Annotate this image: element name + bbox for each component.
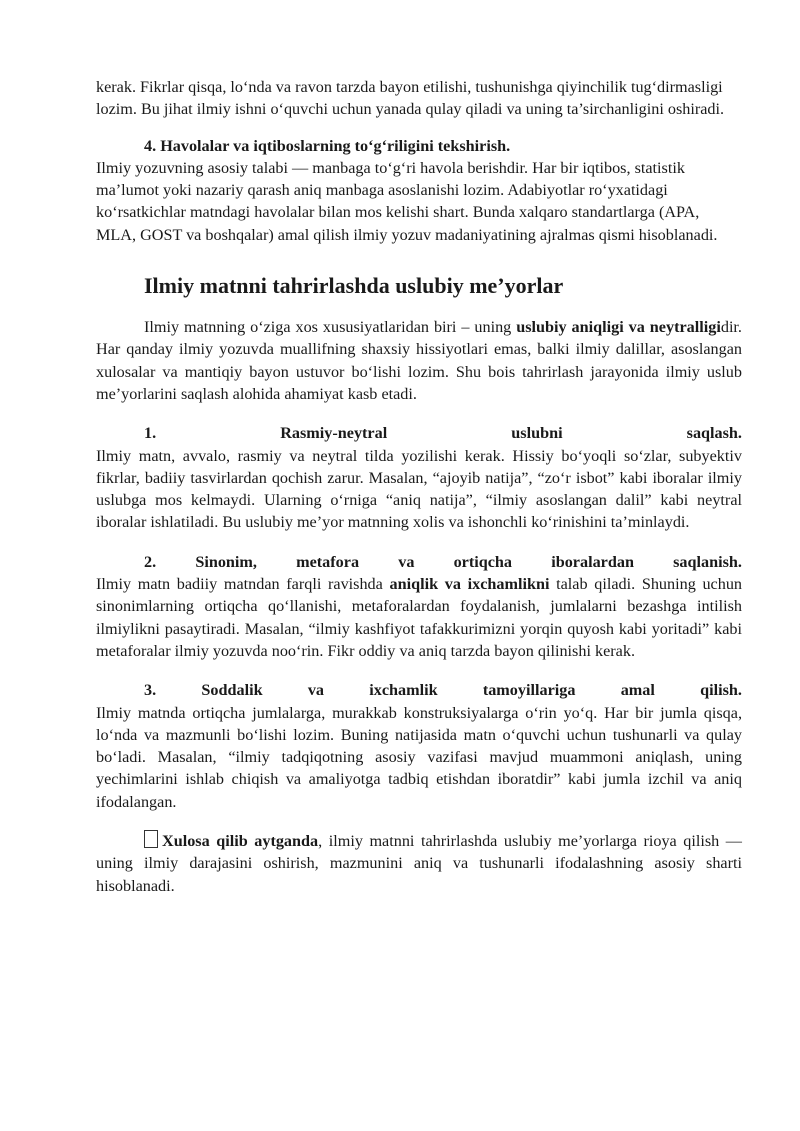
section-heading: Ilmiy matnni tahrirlashda uslubiy me’yorlar [144, 273, 564, 299]
item-2 [96, 551, 742, 662]
missing-glyph-icon [144, 830, 158, 848]
item-1-body: Ilmiy matn, avvalo, rasmiy va neytral tilda yozilishi kerak. Hissiy bo‘yoqli so‘zlar, subyektiv fikrlar, badiiy tasvirlardan qochish zarur. Masalan, “ajoyib natija”, “zo‘r isbot” kabi iboralar ilmiy uslubga mos kelmaydi. Ularning o‘rniga “aniq natija”, “ilmiy asoslangan dalil” kabi neytral iboralar ishlatiladi. Bu uslubiy me’yor matnning xolis va ishonchli ko‘rinishini ta’minlaydi. [96, 446, 742, 532]
item-1-title: 1. Rasmiy-neytral uslubni saqlash. [144, 424, 742, 443]
section-4-body: Ilmiy yozuvning asosiy talabi — manbaga to‘g‘ri havola berishdir. Har bir iqtibos, statistik ma’lumot yoki nazariy qarash aniq manbaga asoslanishi lozim. Adabiyotlar ro‘yxatidagi ko‘rsatkichlar matndagi havolalar bilan mos kelishi shart. Bunda xalqaro standartlarga (APA, MLA, GOST va boshqalar) amal qilish ilmiy yozuv madaniyatining ajralmas qismi hisoblanadi. [96, 158, 718, 244]
lead-paragraph: Ilmiy matnning o‘ziga xos xususiyatlaridan biri – uning uslubiy aniqligi va neytralligidir. Har qanday ilmiy yozuvda muallifning shaxsiy hissiyotlari emas, balki ilmiy dalillar, asoslangan xulosalar va mantiqiy bayon ustuvor bo‘lishi lozim. Shu bois tahrirlash jarayonida ilmiy uslub me’yorlarini saqlash alohida ahamiyat kasb etadi. [96, 318, 742, 403]
item-1 [96, 422, 742, 533]
document-page [96, 76, 742, 897]
conclusion-paragraph: Xulosa qilib aytganda, ilmiy matnni tahrirlashda uslubiy me’yorlarga rioya qilish — uning ilmiy darajasini oshirish, mazmunini aniq va tushunarli ifodalashning asosiy sharti hisoblanadi. [96, 832, 742, 895]
section-4-title: 4. Havolalar va iqtiboslarning to‘g‘riligini tekshirish. [144, 136, 511, 155]
item-3-body: Ilmiy matnda ortiqcha jumlalarga, murakkab konstruksiyalarga o‘rin yo‘q. Har bir jumla qisqa, lo‘nda va mazmunli bo‘lishi lozim. Buning natijasida matn o‘quvchi uchun tushunarli va qulay bo‘ladi. Masalan, “ilmiy tadqiqotning asosiy vazifasi mavjud muammoni aniqlash, uning yechimlarini ishlab chiqish va amaliyotga tadbiq etishdan iboratdir” kabi jumla izchil va aniq ifodalangan. [96, 703, 742, 811]
item-2-title: 2. Sinonim, metafora va ortiqcha iboralardan saqlanish. [144, 552, 742, 571]
item-3 [96, 679, 742, 813]
item-3-title: 3. Soddalik va ixchamlik tamoyillariga amal qilish. [144, 681, 742, 700]
item-2-body: Ilmiy matn badiiy matndan farqli ravishda aniqlik va ixchamlikni talab qiladi. Shuning uchun sinonimlarning ortiqcha qo‘llanishi, metaforalardan foydalanish, jumlalarni bezashga intilish ilmiylikni pasaytiradi. Masalan, “ilmiy kashfiyot tafakkurimizni yorqin quyosh kabi yoritadi” kabi metaforalar ilmiy yozuvda noo‘rin. Fikr oddiy va aniq tarzda bayon qilinishi kerak. [96, 575, 743, 660]
intro-paragraph: kerak. Fikrlar qisqa, lo‘nda va ravon tarzda bayon etilishi, tushunishga qiyinchilik tug‘dirmasligi lozim. Bu jihat ilmiy ishni o‘quvchi uchun yanada qulay qiladi va uning ta’sirchanligini oshiradi. [96, 78, 725, 119]
